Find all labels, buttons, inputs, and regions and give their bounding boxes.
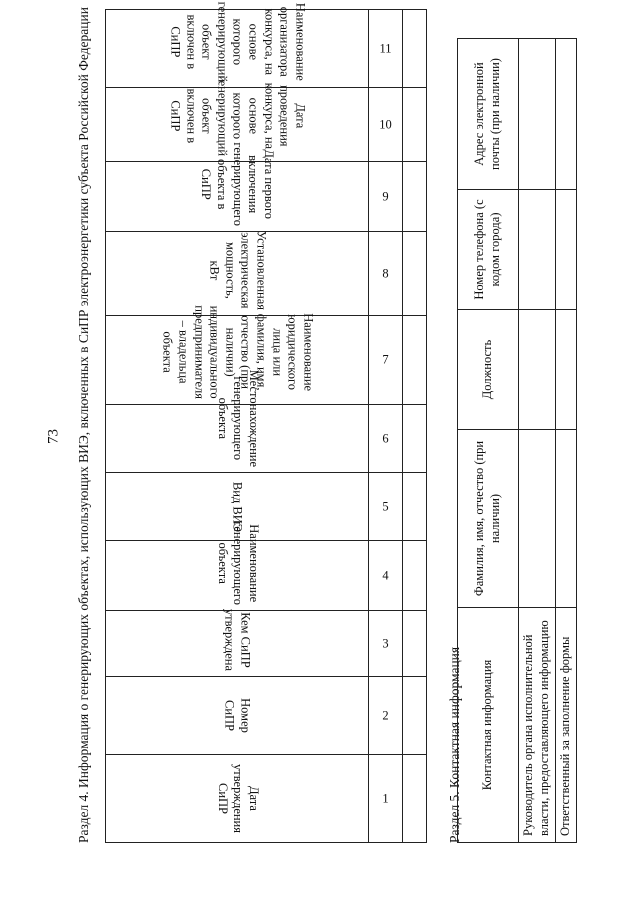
section4-table (105, 1, 427, 843)
section4-empty-row (403, 10, 427, 843)
column-header: Дата первого включения генерирующего объекта в СиПР (106, 162, 369, 232)
table-row (519, 39, 556, 843)
table-cell[interactable] (519, 39, 556, 190)
column-header: Должность (458, 310, 519, 430)
page-number: 73 (45, 429, 62, 444)
section5-table (457, 38, 577, 843)
column-header: Дата проведения конкурса, на основе которого генерирующий объект включен в СиПР (106, 88, 369, 162)
table-cell[interactable] (403, 10, 427, 88)
table-cell[interactable] (519, 190, 556, 310)
table-cell[interactable] (403, 405, 427, 473)
column-number: 6 (369, 405, 403, 473)
column-header: Фамилия, имя, отчество (при наличии) (458, 430, 519, 608)
table-cell[interactable] (403, 473, 427, 541)
row-label: Руководитель органа исполнительной власти, предоставляющего информацию (519, 608, 556, 843)
section4-header-row (106, 10, 369, 843)
table-cell[interactable] (556, 39, 577, 190)
column-header: Дата утверждения СиПР (106, 755, 369, 843)
column-number: 9 (369, 162, 403, 232)
column-number: 7 (369, 316, 403, 405)
section4-number-row (369, 10, 403, 843)
table-cell[interactable] (403, 88, 427, 162)
table-cell[interactable] (519, 430, 556, 608)
table-cell[interactable] (403, 755, 427, 843)
column-number: 10 (369, 88, 403, 162)
table-cell[interactable] (556, 430, 577, 608)
column-header: Вид ВИЭ (106, 473, 369, 541)
column-header: Номер СиПР (106, 677, 369, 755)
column-header: Наименование генерирующего объекта (106, 541, 369, 611)
table-cell[interactable] (403, 611, 427, 677)
column-number: 5 (369, 473, 403, 541)
column-header: Кем СиПР утверждена (106, 611, 369, 677)
table-cell[interactable] (403, 677, 427, 755)
table-cell[interactable] (403, 162, 427, 232)
column-header: Контактная информация (458, 608, 519, 843)
table-cell[interactable] (403, 541, 427, 611)
column-header: Установленная электрическая мощность, кВт (106, 232, 369, 316)
column-number: 4 (369, 541, 403, 611)
table-cell[interactable] (556, 310, 577, 430)
column-number: 2 (369, 677, 403, 755)
column-header: Наименование организатора конкурса, на основе которого генерирующий объект включен в СиПР (106, 10, 369, 88)
section5-header-row (458, 39, 519, 843)
table-cell[interactable] (519, 310, 556, 430)
column-number: 1 (369, 755, 403, 843)
table-cell[interactable] (403, 232, 427, 316)
row-label: Ответственный за заполнение формы (556, 608, 577, 843)
table-cell[interactable] (403, 316, 427, 405)
column-header: Номер телефона (с кодом города) (458, 190, 519, 310)
table-cell[interactable] (556, 190, 577, 310)
column-header: Наименование юридического лица или фамилия, имя, отчество (при наличии) индивидуального предпринимателя – владельца объекта (106, 316, 369, 405)
column-number: 8 (369, 232, 403, 316)
section5-title: Раздел 5. Контактная информация (447, 646, 462, 843)
section4-title: Раздел 4. Информация о генерирующих объектах, использующих ВИЭ, включенных в СиПР электроэнергетики субъекта Российской Федерации (76, 7, 91, 843)
table-row (556, 39, 577, 843)
column-number: 11 (369, 10, 403, 88)
column-header: Местонахождение генерирующего объекта (106, 405, 369, 473)
column-header: Адрес электронной почты (при наличии) (458, 39, 519, 190)
column-number: 3 (369, 611, 403, 677)
